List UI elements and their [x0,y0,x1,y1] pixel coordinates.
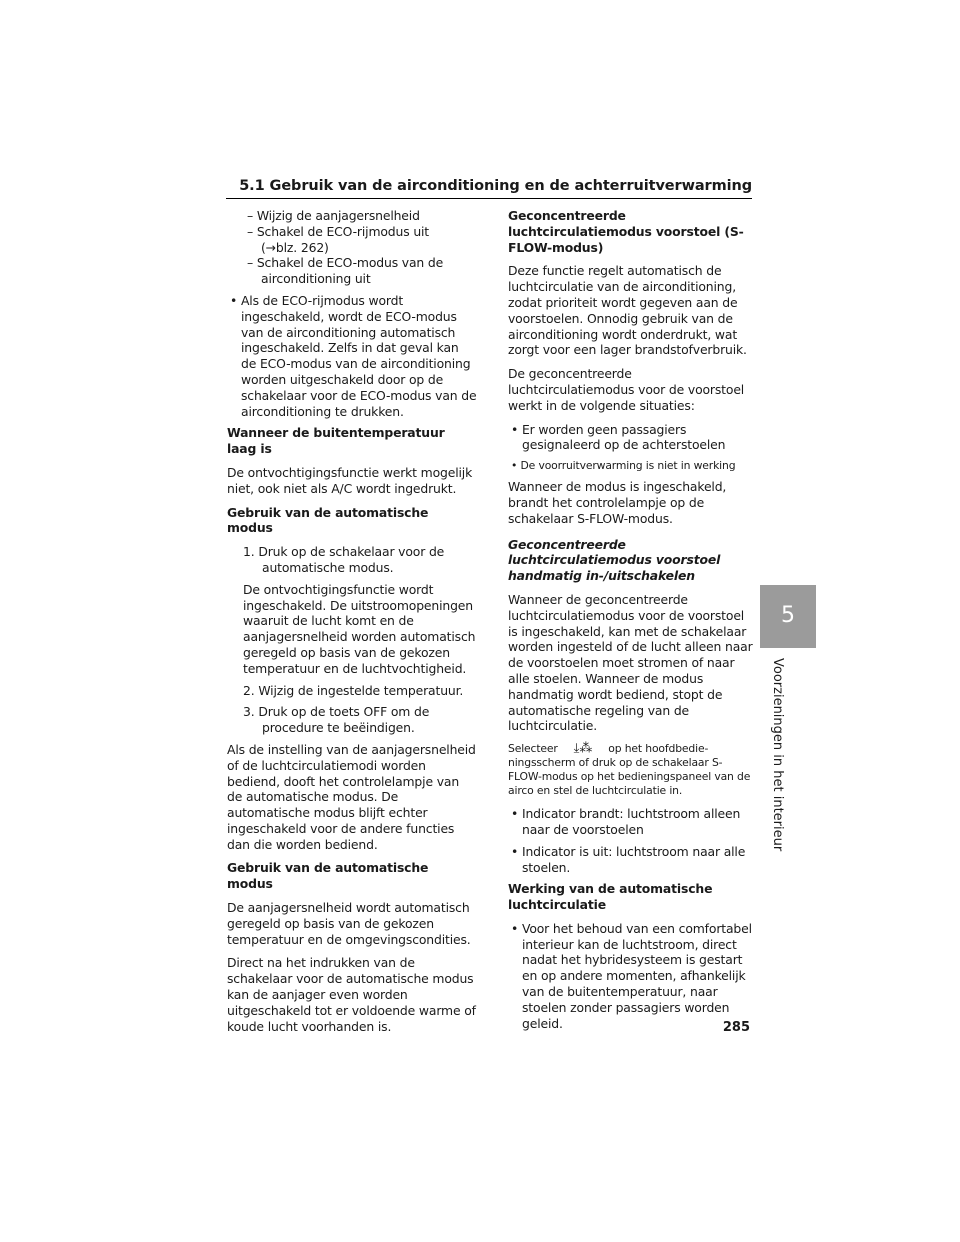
step-item [227,683,477,699]
bullet-item: • Indicator brandt: luchtstroom alleen naar de voorstoelen [511,806,741,837]
chapter-title: Voorzieningen in het interieur [770,658,785,852]
dash-text: – Schakel de ECO-modus van de [247,255,444,271]
step-label: 3. [243,704,255,720]
page-number: 285 [722,1020,750,1035]
select-text: Selecteer [508,742,558,756]
paragraph: De ontvochtigingsfunctie werkt mogelijk niet, ook niet als A/C wordt ingedrukt. [227,464,473,496]
paragraph: De aanjagersnelheid wordt automatisch geregeld op basis van de gekozen temperatuur en de omgevingscondities. [227,900,471,947]
dash-item [227,224,477,240]
dash-item [227,255,477,271]
step-label: 1. [243,544,255,560]
step-text: Wijzig de ingestelde temperatuur. [258,682,464,698]
section-heading: Gebruik van de automatische modus [227,860,429,892]
paragraph: Als de instelling van de aanjagersnelheid of de luchtcirculatiemodi worden bediend, dooft het controlelampje van de automatische modus. De automatische modus blijft echter ingeschakeld voor de andere functies dan die worden bediend. [227,741,476,852]
dash-item [227,208,477,224]
step-text: Druk op de schakelaar voor de automatische modus. [258,544,445,575]
chapter-number: 5 [781,603,795,628]
left-column [227,208,477,1042]
paragraph: De geconcentreerde luchtcirculatiemodus voor de voorstoel werkt in de volgende situaties: [508,366,745,413]
section-heading: Wanneer de buitentemperatuur laag is [227,425,445,457]
bullet-item: • Indicator is uit: luchtstroom naar alle stoelen. [511,843,746,875]
section-heading: Werking van de automatische luchtcirculatie [508,881,713,913]
dash-text: – Wijzig de aanjagersnelheid [247,208,420,223]
bullet-item: • Als de ECO-rijmodus wordt ingeschakeld, wordt de ECO-modus van de airconditioning automatisch ingeschakeld. Zelfs in dat geval kan de ECO-modus van de airconditioning worden uitgeschakeld door op de schakelaar voor de ECO-modus van de airconditioning te drukken. [230,292,477,419]
bullet-text: Als de ECO-rijmodus wordt ingeschakeld, wordt de ECO-modus van de airconditioning automatisch ingeschakeld. Zelfs in dat geval kan de ECO-modus van de airconditioning worden uitgeschakeld door op de schakelaar voor de ECO-modus van de airconditioning te drukken. [240,292,477,419]
dash-item-cont [227,240,477,256]
bullet-text: De voorruitverwarming is niet in werking [520,459,736,473]
right-column [508,208,755,1037]
bullet-text: Indicator is uit: luchtstroom naar alle stoelen. [521,843,746,875]
instruction-text: op het hoofdbedie-ningsscherm of druk op de schakelaar S-FLOW-modus op het bedieningspaneel van de airco en stel de luchtcirculatie in. [508,742,751,798]
page-reference: (→blz. 262) [261,239,329,255]
section-heading: Geconcentreerde luchtcirculatiemodus voorstoel handmatig in-/uitschakelen [508,536,721,584]
paragraph [508,742,755,798]
page-header: 5.1 Gebruik van de airconditioning en de achterruitverwarming [239,178,752,194]
bullet-item: • Voor het behoud van een comfortabel interieur kan de luchtstroom, direct nadat het hybridesysteem is gestart en op andere momenten, afhankelijk van de buitentemperatuur, naar stoelen zonder passagiers worden geleid. [511,920,752,1031]
bullet-text: Er worden geen passagiers gesignaleerd op de achterstoelen [521,421,726,453]
bullet-text: Voor het behoud van een comfortabel interieur kan de luchtstroom, direct nadat het hybridesysteem is gestart en op andere momenten, afhankelijk van de buitentemperatuur, naar stoelen zonder passagiers worden geleid. [521,920,752,1031]
paragraph: Deze functie regelt automatisch de luchtcirculatie van de airconditioning, zodat prioriteit wordt gegeven aan de voorstoelen. Onnodig gebruik van de airconditioning wordt onderdrukt, wat zorgt voor een lager brandstofverbruik. [508,263,747,358]
section-heading: Gebruik van de automatische modus [227,504,429,536]
paragraph: Wanneer de modus is ingeschakeld, brandt het controlelampje op de schakelaar S-FLOW-modus. [508,479,727,526]
section-heading: Geconcentreerde luchtcirculatiemodus voorstoel (S-FLOW-modus) [508,208,744,255]
chapter-title-container [752,658,808,858]
header-divider [226,198,752,199]
paragraph: Direct na het indrukken van de schakelaar voor de automatische modus kan de aanjager even worden uitgeschakeld tot er voldoende warme of koude lucht voorhanden is. [227,955,476,1034]
step-label: 2. [243,682,255,698]
step-item [227,544,477,576]
bullet-text: Indicator brandt: luchtstroom alleen naar de voorstoelen [521,806,741,837]
dash-item-cont [227,271,477,287]
step-item [227,704,477,736]
bullet-item: • Er worden geen passagiers gesignaleerd op de achterstoelen [511,421,726,453]
dash-text: airconditioning uit [261,271,371,287]
dash-text: – Schakel de ECO-rijmodus uit [247,223,430,239]
step-text: Druk op de toets OFF om de procedure te beëindigen. [258,704,430,736]
paragraph: Wanneer de geconcentreerde luchtcirculatiemodus voor de voorstoel is ingeschakeld, kan met de schakelaar worden ingesteld of de lucht alleen naar de voorstoelen moet stromen of naar alle stoelen. Wanneer de modus handmatig wordt bediend, stopt de automatische regeling van de luchtcirculatie. [508,591,753,734]
step-detail: De ontvochtigingsfunctie wordt ingeschakeld. De uitstroomopeningen waaruit de lucht komt en de aanjagersnelheid worden automatisch geregeld op basis van de gekozen temperatuur en de luchtvochtigheid. [243,581,476,676]
s-flow-icon: ⤓⁂ [573,741,593,757]
bullet-item: • De voorruitverwarming is niet in werking [511,459,736,473]
